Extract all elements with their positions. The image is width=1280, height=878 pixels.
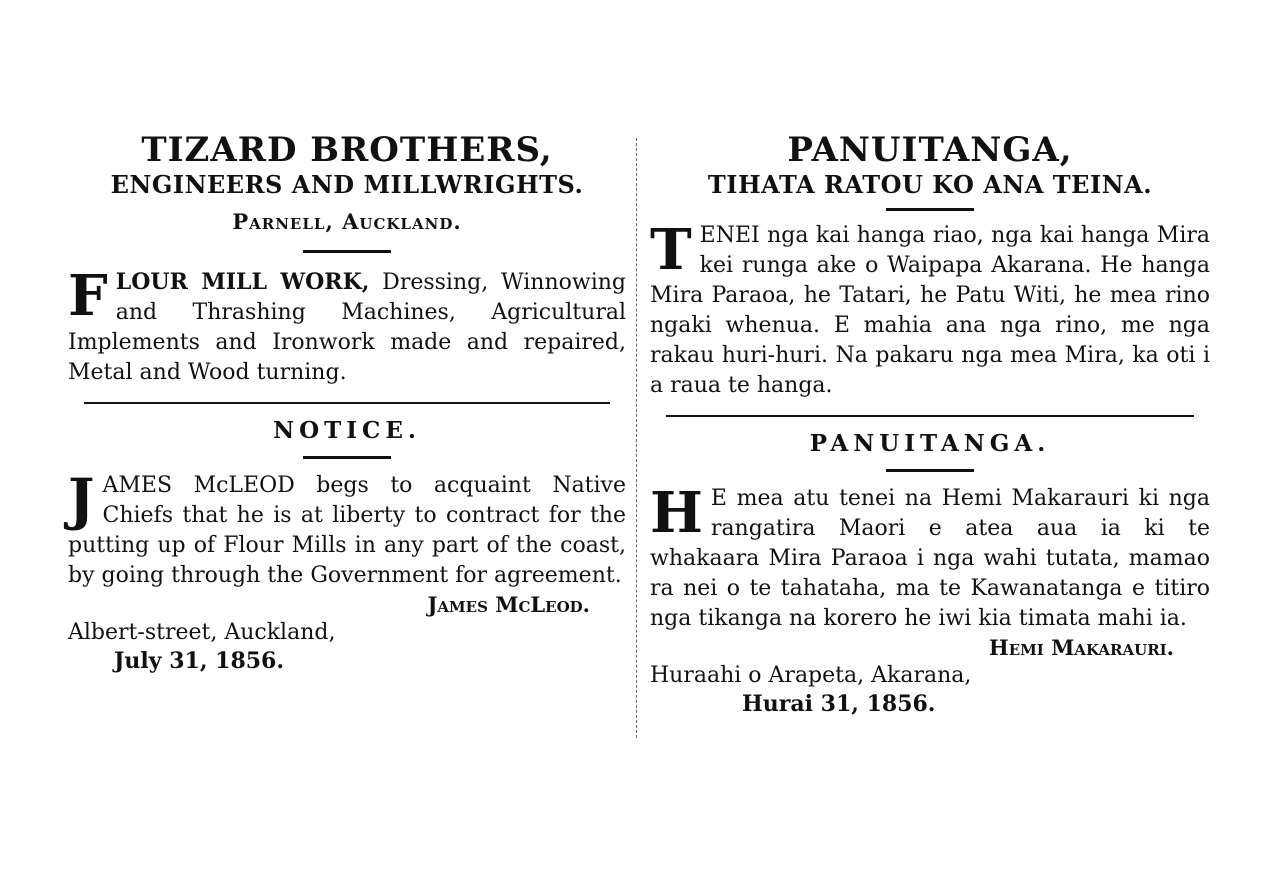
right-notice-body: E mea atu tenei na Hemi Makarauri ki nga rangatira Maori e atea aua ia ki te whakaara Mira Paraoa i nga wahi tutata, mamao ra nei o te tahataha, ma te Kawanatanga e titiro nga tikanga na korero he iwi kia timata mahi ia. — [650, 486, 1210, 631]
column-divider — [636, 138, 637, 738]
right-short-rule-2 — [886, 469, 974, 472]
right-subtitle: TIHATA RATOU KO ANA TEINA. — [707, 170, 1153, 199]
left-short-rule-1 — [303, 250, 391, 253]
right-title: PANUITANGA, — [787, 130, 1073, 170]
left-ad-dropcap: F — [68, 263, 108, 329]
left-date: July 31, 1856. — [114, 648, 285, 674]
left-long-rule — [84, 402, 610, 404]
left-location: Parnell, Auckland. — [232, 209, 462, 234]
right-ad-body: nga kai hanga riao, nga kai hanga Mira kei runga ake o Waipapa Akarana. He hanga Mira Paraoa, he Tatari, he Patu Witi, he mea rino ngaki whenua. E mahia ana nga rino, me nga rakau huri-huri. Na pakaru nga mea Mira, ka oti i a raua te hanga. — [650, 223, 1210, 398]
right-column — [650, 130, 1210, 718]
left-short-rule-2 — [303, 456, 391, 459]
right-ad-dropcap: T — [650, 217, 692, 283]
right-notice-title: PANUITANGA. — [809, 430, 1051, 457]
left-notice-title: NOTICE. — [273, 417, 421, 444]
left-ad-body: Dressing, Winnowing and Thrashing Machines, Agricultural Implements and Ironwork made and repaired, Metal and Wood turning. — [68, 270, 626, 385]
left-title: TIZARD BROTHERS, — [141, 130, 553, 170]
right-short-rule-1 — [886, 208, 974, 211]
left-notice-dropcap: J — [68, 467, 95, 533]
right-ad-paragraph — [650, 217, 1210, 401]
right-notice-paragraph — [650, 480, 1210, 634]
left-address: Albert-street, Auckland, — [68, 620, 336, 645]
right-ad-lead: ENEI — [699, 223, 760, 248]
right-signature: Hemi Makarauri. — [988, 635, 1174, 660]
left-ad-paragraph — [68, 263, 626, 388]
left-signature: James McLeod. — [427, 592, 590, 617]
left-notice-lead: AMES McLEOD — [102, 473, 295, 498]
left-notice-paragraph — [68, 467, 627, 591]
right-address: Huraahi o Arapeta, Akarana, — [650, 663, 972, 688]
right-notice-dropcap: H — [650, 480, 703, 546]
left-column — [68, 130, 626, 675]
left-notice-body: begs to acquaint Native Chiefs that he is at liberty to contract for the putting up of Flour Mills in any part of the coast, by going through the Government for agreement. — [68, 473, 627, 588]
right-date: Hurai 31, 1856. — [742, 691, 936, 717]
right-long-rule — [666, 415, 1194, 417]
left-ad-lead: LOUR MILL WORK, — [115, 269, 370, 295]
left-subtitle: ENGINEERS AND MILLWRIGHTS. — [110, 170, 584, 199]
